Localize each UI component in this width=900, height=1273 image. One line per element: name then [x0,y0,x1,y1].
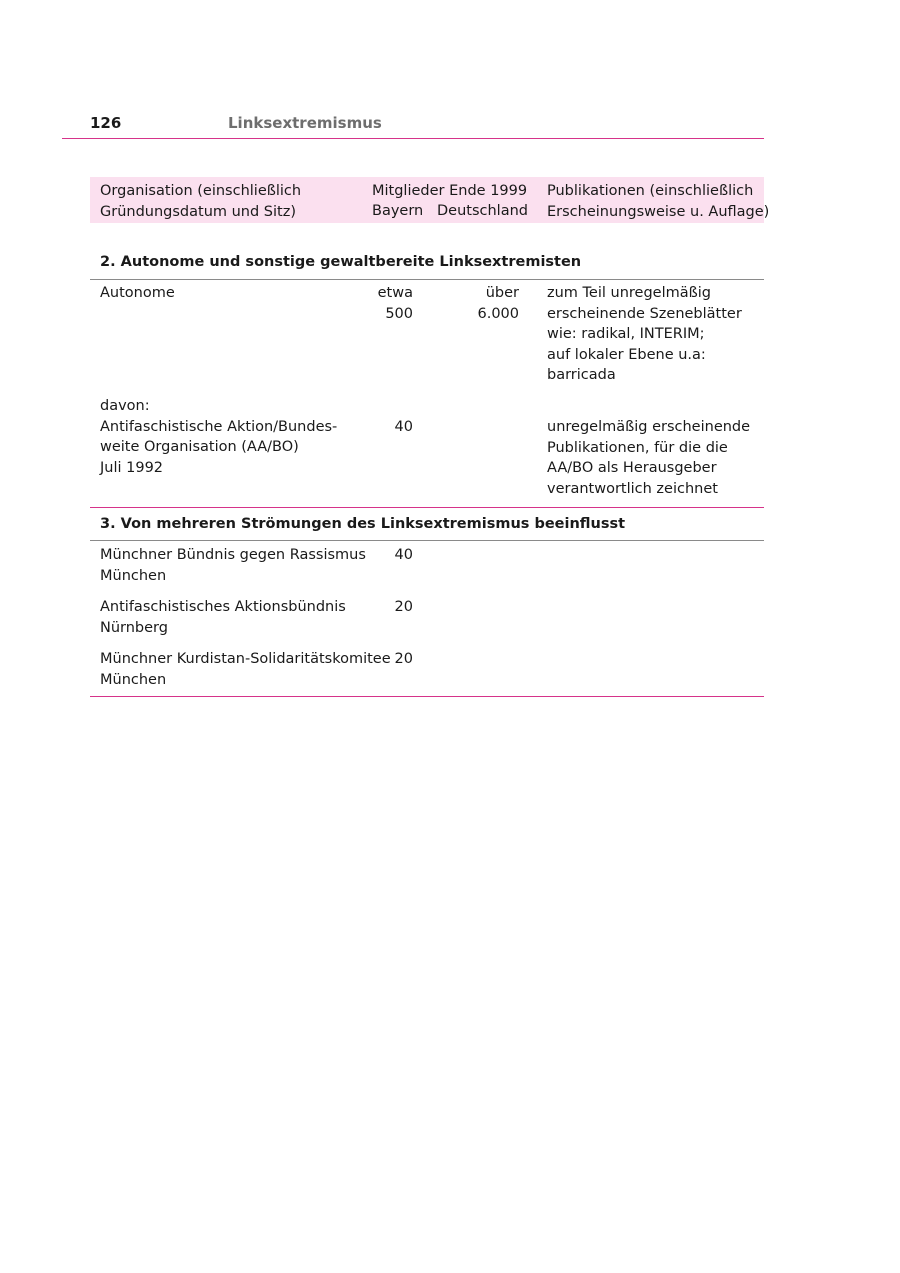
publication-line: barricada [547,367,616,383]
table-header [90,177,770,223]
header-organisation [100,181,301,222]
section-3-heading: 3. Von mehreren Strömungen des Linksextremismus beeinflusst [100,516,626,532]
publication-line: Publikationen, für die die [547,439,728,456]
org-line: München [100,567,167,584]
publication-line: AA/BO als Herausgeber [547,460,717,476]
section-2-end-rule [90,507,764,508]
bayern-line: 40 [394,419,413,435]
org-line: Münchner Kurdistan-Solidaritätskomitee [100,651,391,667]
row-kurdistan-komitee-bayern [372,649,413,670]
bayern-line: 20 [394,599,413,615]
section-2-rule [90,279,764,280]
bayern-line: 40 [394,547,413,563]
header-members: Mitglieder Ende 1999 [372,183,528,199]
deutschland-line: 6.000 [477,305,519,322]
row-antifa-aktionsbuendnis-org [100,597,346,638]
running-head [62,112,764,139]
section-3-rule [90,540,764,541]
publication-line: unregelmäßig erscheinende [547,419,751,435]
row-muenchen-buendnis-bayern [372,545,413,566]
org-line: Autonome [100,285,175,301]
row-muenchen-buendnis-org [100,545,366,586]
publication-line: verantwortlich zeichnet [547,480,718,497]
page-number: 126 [90,114,122,132]
section-title: Linksextremismus [228,114,382,132]
deutschland-line: über [485,285,519,301]
row-aabo-publications [547,417,750,499]
org-line: Juli 1992 [100,459,164,476]
header-members-deutschland: Deutschland [437,203,528,219]
organisation-table [90,177,770,688]
org-line: weite Organisation (AA/BO) [100,439,299,455]
bayern-line: 20 [394,651,413,667]
org-line: Münchner Bündnis gegen Rassismus [100,547,366,563]
row-autonome-bayern [372,283,413,324]
publication-line: erscheinende Szeneblätter [547,305,742,322]
header-publications-line: Erscheinungsweise u. Auflage) [547,203,770,220]
org-line: Antifaschistisches Aktionsbündnis [100,599,346,615]
bayern-line: 500 [385,305,413,322]
org-line: Nürnberg [100,619,168,636]
publication-line: wie: radikal, INTERIM; [547,326,705,342]
org-line: davon: [100,398,150,414]
row-aabo-org [100,396,337,478]
header-members-bayern: Bayern [372,203,424,219]
publication-line: auf lokaler Ebene u.a: [547,346,706,363]
row-antifa-aktionsbuendnis-bayern [372,597,413,618]
publication-line: zum Teil unregelmäßig [547,285,711,301]
row-aabo-bayern [372,417,413,438]
row-autonome-deutschland [460,283,519,324]
row-autonome-publications [547,283,742,386]
section-2-heading: 2. Autonome und sonstige gewaltbereite Linksextremisten [100,254,582,270]
header-organisation-line: Gründungsdatum und Sitz) [100,203,296,220]
org-line: München [100,671,167,688]
row-kurdistan-komitee-org [100,649,391,690]
table-end-rule [90,696,764,697]
bayern-line: etwa [377,285,413,301]
header-publications [547,181,769,222]
row-autonome-org [100,283,175,304]
header-publications-line: Publikationen (einschließlich [547,183,754,199]
org-line: Antifaschistische Aktion/Bundes- [100,418,338,435]
header-organisation-line: Organisation (einschließlich [100,183,302,199]
